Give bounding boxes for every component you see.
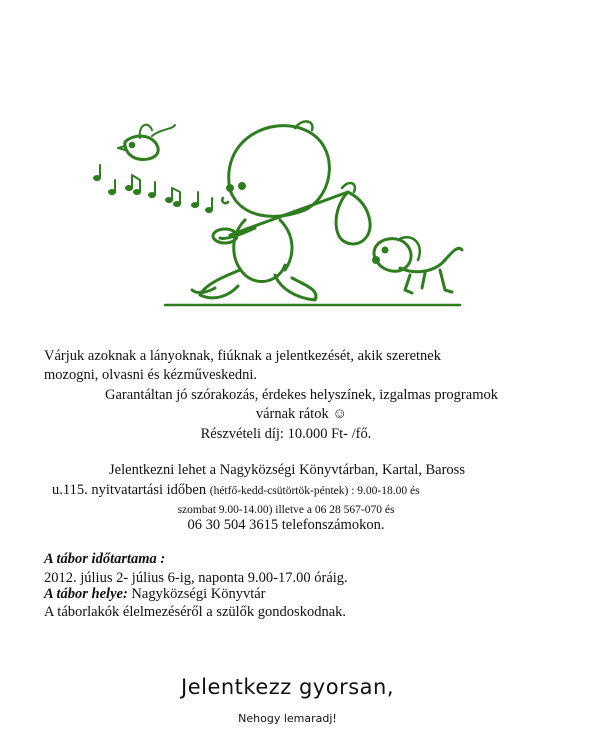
music-notes-icon [94,165,212,212]
registration-line-1: Jelentkezni lehet a Nagyközségi Könyvtárban, Kartal, Baross [109,462,465,478]
place-value: Nagyközségi Könyvtár [127,586,266,602]
fee-line: Részvételi díj: 10.000 Ft- /fő. [200,426,372,442]
closing-headline: Jelentkezz gyorsan, [181,675,394,699]
bird-icon [118,125,175,160]
meals-line: A táborlakók élelmezéséről a szülők gondoskodnak. [44,604,347,620]
dog-icon [374,237,463,293]
duration-label: A tábor időtartama : [44,551,166,567]
bindle-bag [336,192,370,244]
registration-line-2-main: u.115. nyitvatartási időben [52,482,207,498]
intro-line-3: Garantáltan jó szórakozás, érdekes helyszínek, izgalmas programok [105,387,498,403]
closing-subline: Nehogy lemaradj! [238,712,337,725]
registration-line-3: szombat 9.00-14.00) illetve a 06 28 567-070 és [177,504,395,516]
intro-line-2: mozogni, olvasni és kézműveskedni. [44,367,258,383]
place-line [44,585,266,603]
boy-body [234,220,285,282]
intro-line-4: várnak rátok ☺ [255,406,348,422]
registration-line-2-hours: (hétfő-kedd-csütörtök-péntek) : 9.00-18.00 és [209,485,420,497]
place-label: A tábor helye: [44,586,128,602]
boy-walking-with-bird-and-dog-illustration [80,110,480,325]
registration-line-4: 06 30 504 3615 telefonszámokon. [187,517,385,533]
registration-line-2 [52,481,420,500]
bindle-stick [230,192,348,235]
duration-value: 2012. július 2- július 6-ig, naponta 9.00-17.00 óráig. [44,570,348,586]
intro-line-1: Várjuk azoknak a lányoknak, fiúknak a jelentkezését, akik szeretnek [44,348,441,364]
